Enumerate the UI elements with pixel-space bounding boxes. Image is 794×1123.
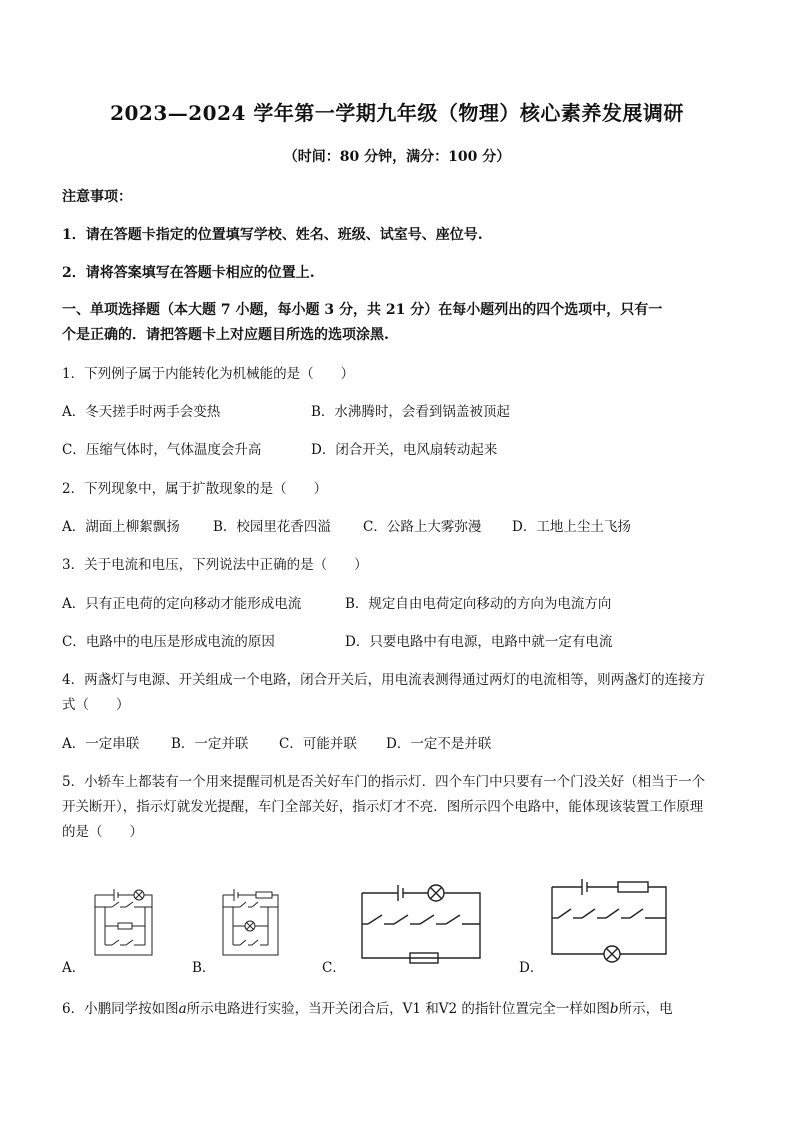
- q2-option-d: D．工地上尘土飞扬: [512, 519, 631, 535]
- notice-item-2: 2．请将答案填写在答题卡相应的位置上.: [62, 265, 315, 281]
- switch-icon: [240, 902, 246, 907]
- switch-icon: [606, 909, 619, 918]
- notice-heading: 注意事项：: [62, 189, 132, 205]
- q5-option-d-label: D．: [519, 960, 544, 976]
- q6-stem-mid: 所示电路进行实验，当开关闭合后，V1 和V2 的指针位置完全一样如图: [186, 1001, 610, 1017]
- q2-option-a: A．湖面上柳絮飘扬: [62, 519, 180, 535]
- q3-option-d: D．只要电路中有电源，电路中就一定有电流: [345, 634, 613, 650]
- q6-stem-pre: 6．小鹏同学按如图: [62, 1001, 179, 1017]
- q2-stem: 2．下列现象中，属于扩散现象的是（ ）: [62, 481, 328, 497]
- q6-stem-post: 所示，电: [618, 1001, 673, 1017]
- q3-option-a: A．只有正电荷的定向移动才能形成电流: [62, 596, 302, 612]
- switch-icon: [420, 915, 434, 924]
- switch-icon: [126, 940, 133, 945]
- section1-instruction-line1: 一、单项选择题（本大题 7 小题，每小题 3 分，共 21 分）在每小题列出的四个选项中，只有一: [62, 302, 663, 318]
- q5-option-b-label: B．: [192, 960, 216, 976]
- switch-icon: [252, 940, 258, 945]
- resistor-icon: [618, 882, 648, 892]
- q1-option-a: A．冬天搓手时两手会变热: [62, 404, 221, 420]
- q5-stem-line2: 开关断开），指示灯就发光提醒，车门全部关好，指示灯才不亮．图所示四个电路中，能体现该装置工作原理: [62, 799, 704, 815]
- q5-stem-line3: 的是（ ）: [62, 824, 143, 840]
- q6-stem: [62, 997, 673, 1017]
- switch-icon: [582, 909, 595, 918]
- resistor-icon: [118, 923, 132, 929]
- q4-option-d: D．一定不是并联: [386, 736, 492, 752]
- q1-option-c: C．压缩气体时，气体温度会升高: [62, 442, 262, 458]
- switch-icon: [368, 915, 382, 924]
- switch-icon: [630, 909, 643, 918]
- q3-option-b: B．规定自由电荷定向移动的方向为电流方向: [345, 596, 612, 612]
- q3-stem: 3．关于电流和电压，下列说法中正确的是（ ）: [62, 557, 368, 573]
- switch-icon: [112, 902, 119, 907]
- q5-circuit-c-diagram: [356, 878, 486, 970]
- q5-option-a-label: A．: [62, 960, 86, 976]
- switch-icon: [446, 915, 460, 924]
- switch-icon: [394, 915, 408, 924]
- section1-instruction-line2: 个是正确的．请把答题卡上对应题目所选的选项涂黑.: [62, 327, 389, 343]
- q4-option-b: B．一定并联: [171, 736, 249, 752]
- switch-icon: [112, 940, 119, 945]
- q5-option-c-label: C．: [322, 960, 346, 976]
- notice-item-1: 1．请在答题卡指定的位置填写学校、姓名、班级、试室号、座位号.: [62, 227, 483, 243]
- q5-circuit-a-diagram: [90, 885, 160, 965]
- switch-icon: [126, 902, 133, 907]
- switch-icon: [558, 909, 571, 918]
- q2-option-c: C．公路上大雾弥漫: [363, 519, 482, 535]
- exam-subtitle: （时间：80 分钟，满分：100 分）: [283, 149, 511, 165]
- switch-icon: [240, 940, 246, 945]
- q5-circuit-d-diagram: [546, 874, 674, 970]
- q5-circuit-b-diagram: [218, 885, 288, 965]
- q2-option-b: B．校园里花香四溢: [213, 519, 331, 535]
- resistor-icon: [256, 892, 272, 898]
- q1-option-b: B．水沸腾时，会看到锅盖被顶起: [311, 404, 510, 420]
- q4-option-c: C．可能并联: [279, 736, 357, 752]
- q4-stem-line2: 式（ ）: [62, 697, 130, 713]
- q3-option-c: C．电路中的电压是形成电流的原因: [62, 634, 275, 650]
- q4-option-a: A．一定串联: [62, 736, 140, 752]
- exam-title: 2023—2024 学年第一学期九年级（物理）核心素养发展调研: [110, 101, 684, 125]
- q5-stem-line1: 5．小轿车上都装有一个用来提醒司机是否关好车门的指示灯．四个车门中只要有一个门没关好（相当于一个: [62, 774, 706, 790]
- switch-icon: [252, 902, 258, 907]
- q1-stem: 1．下列例子属于内能转化为机械能的是（ ）: [62, 366, 355, 382]
- q4-stem-line1: 4．两盏灯与电源、开关组成一个电路，闭合开关后，用电流表测得通过两灯的电流相等，则两盏灯的连接方: [62, 672, 706, 688]
- q6-figure-a-ref: a: [178, 1001, 187, 1017]
- q6-figure-b-ref: b: [609, 1001, 619, 1017]
- q1-option-d: D．闭合开关，电风扇转动起来: [311, 442, 498, 458]
